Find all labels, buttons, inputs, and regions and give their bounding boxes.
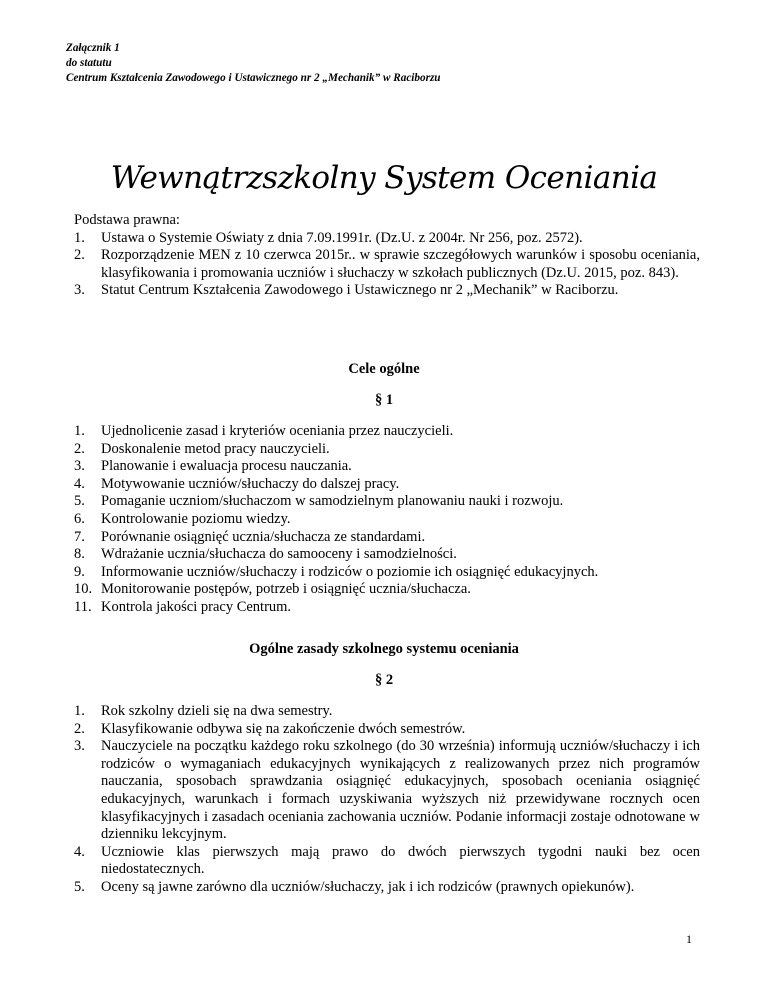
item-number: 8. [74, 546, 85, 563]
header-line-2: do statutu [66, 57, 112, 69]
legal-basis [74, 212, 700, 300]
item-text: Pomaganie uczniom/słuchaczom w samodzielnym planowaniu nauki i rozwoju. [101, 493, 564, 510]
item-text: Porównanie osiągnięć ucznia/słuchacza ze standardami. [101, 528, 426, 545]
item-number: 3. [74, 738, 85, 755]
item-number: 3. [74, 282, 85, 299]
item-text: Rozporządzenie MEN z 10 czerwca 2015r.. w sprawie szczegółowych warunków i sposobu oceniania, klasyfikowania i promowania uczniów i słuchaczy w szkołach publicznych (Dz.U. 2015, poz. 843). [101, 247, 700, 281]
item-number: 1. [74, 703, 85, 719]
item-text: Monitorowanie postępów, potrzeb i osiągnięć ucznia/słuchacza. [101, 581, 471, 598]
item-number: 5. [74, 878, 85, 895]
item-number: 3. [74, 458, 85, 475]
item-text: Kontrola jakości pracy Centrum. [101, 598, 292, 615]
list-item [74, 423, 700, 441]
item-text: Klasyfikowanie odbywa się na zakończenie dwóch semestrów. [101, 720, 466, 737]
section-1-title: Cele ogólne [348, 361, 420, 377]
list-item [74, 599, 700, 617]
list-item [74, 458, 700, 476]
item-text: Kontrolowanie poziomu wiedzy. [101, 510, 291, 527]
item-number: 4. [74, 475, 85, 492]
attachment-header [66, 41, 706, 86]
rules-list [74, 703, 700, 897]
item-text: Informowanie uczniów/słuchaczy i rodziców o poziomie ich osiągnięć edukacyjnych. [101, 563, 599, 580]
item-text: Motywowanie uczniów/słuchaczy do dalszej pracy. [101, 475, 400, 492]
list-item [74, 230, 700, 248]
item-text: Ujednolicenie zasad i kryteriów oceniania przez nauczycieli. [101, 423, 454, 439]
item-text: Planowanie i ewaluacja procesu nauczania. [101, 458, 352, 475]
header-line-3: Centrum Kształcenia Zawodowego i Ustawicznego nr 2 „Mechanik” w Raciborzu [66, 72, 441, 84]
list-item [74, 282, 700, 300]
item-text: Wdrażanie ucznia/słuchacza do samooceny i samodzielności. [101, 546, 457, 563]
item-number: 9. [74, 563, 85, 580]
legal-basis-heading: Podstawa prawna: [74, 212, 180, 228]
page-number: 1 [686, 932, 692, 946]
legal-basis-list [74, 230, 700, 300]
item-text: Uczniowie klas pierwszych mają prawo do dwóch pierwszych tygodni nauki bez ocen niedostatecznych. [101, 843, 700, 878]
item-text: Oceny są jawne zarówno dla uczniów/słuchaczy, jak i ich rodziców (prawnych opiekunów). [101, 878, 635, 895]
list-item [74, 493, 700, 511]
list-item [74, 564, 700, 582]
list-item [74, 721, 700, 739]
list-item [74, 581, 700, 599]
item-text: Doskonalenie metod pracy nauczycieli. [101, 440, 330, 457]
item-number: 2. [74, 720, 85, 737]
list-item [74, 476, 700, 494]
list-item [74, 546, 700, 564]
item-number: 5. [74, 493, 85, 510]
header-line-1: Załącznik 1 [66, 42, 120, 54]
item-number: 11. [74, 598, 92, 615]
item-number: 4. [74, 843, 85, 860]
section-2-paragraph: § 2 [374, 672, 394, 688]
item-number: 1. [74, 423, 85, 439]
list-item [74, 247, 700, 282]
section-1-paragraph: § 1 [374, 392, 394, 408]
list-item [74, 511, 700, 529]
item-number: 7. [74, 528, 85, 545]
item-number: 2. [74, 247, 85, 264]
list-item [74, 738, 700, 844]
item-text: Ustawa o Systemie Oświaty z dnia 7.09.1991r. (Dz.U. z 2004r. Nr 256, poz. 2572). [101, 229, 583, 246]
goals-list [74, 423, 700, 617]
item-number: 10. [74, 581, 93, 598]
item-number: 2. [74, 440, 85, 457]
item-number: 6. [74, 510, 85, 527]
list-item [74, 441, 700, 459]
section-2-title: Ogólne zasady szkolnego systemu oceniania [249, 641, 519, 657]
list-item [74, 529, 700, 547]
item-text: Nauczyciele na początku każdego roku szkolnego (do 30 września) informują uczniów/słuchaczy i ich rodziców o wymaganiach edukacyjnych wynikających z realizowanych przez nich programów nauczania, sposobach sprawdzania osiągnięć edukacyjnych, sposobach oceniania osiągnięć edukacyjnych, warunkach i formach uzyskiwania wyższych niż przewidywane rocznych ocen klasyfikacyjnych i zasadach oceniania zachowania uczniów. Podanie informacji zostaje odnotowane w dzienniku lekcyjnym. [101, 738, 700, 843]
list-item [74, 879, 700, 897]
item-text: Rok szkolny dzieli się na dwa semestry. [101, 703, 333, 719]
item-number: 1. [74, 229, 85, 246]
list-item [74, 844, 700, 879]
list-item [74, 703, 700, 721]
document-title: Wewnątrzszkolny System Oceniania [110, 160, 658, 196]
item-text: Statut Centrum Kształcenia Zawodowego i Ustawicznego nr 2 „Mechanik” w Raciborzu. [101, 282, 619, 299]
